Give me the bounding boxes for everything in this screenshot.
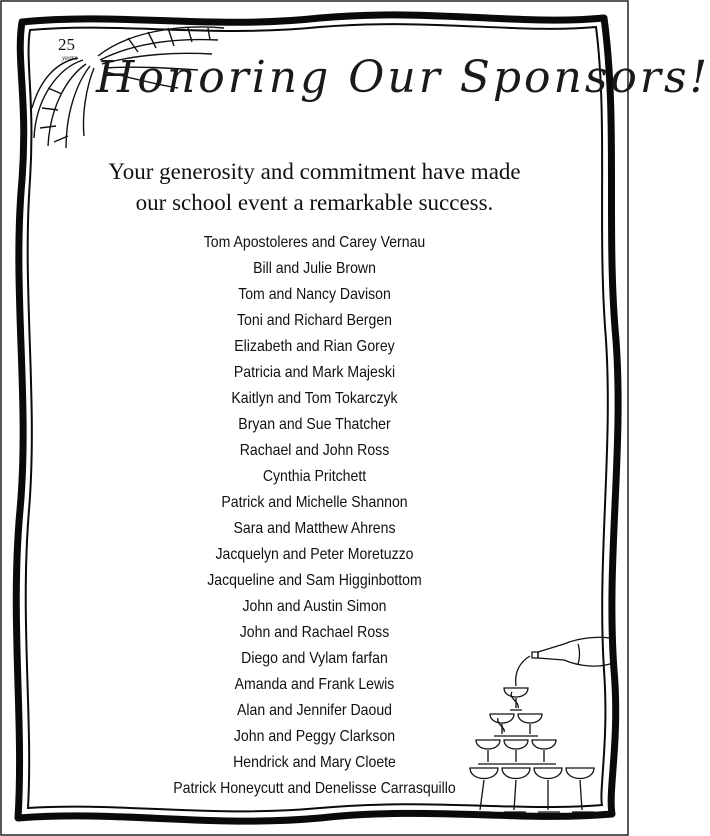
sponsor-name: Toni and Richard Bergen: [237, 312, 392, 329]
sponsor-name: John and Rachael Ross: [239, 624, 390, 641]
sponsor-name: Patrick and Michelle Shannon: [221, 494, 408, 511]
sponsor-name: Alan and Jennifer Daoud: [237, 702, 392, 719]
badge-number: 25: [58, 35, 75, 54]
sponsor-name: Bill and Julie Brown: [253, 260, 376, 277]
sponsor-name: Tom Apostoleres and Carey Vernau: [203, 234, 426, 251]
subtitle-line-2: our school event a remarkable success.: [135, 190, 494, 215]
badge-word: years: [62, 54, 78, 62]
sponsor-name: Tom and Nancy Davison: [238, 286, 391, 303]
subtitle: [60, 156, 569, 218]
sponsor-name: John and Austin Simon: [242, 598, 387, 615]
sponsor-name: Bryan and Sue Thatcher: [238, 416, 391, 433]
sponsor-name: Jacquelyn and Peter Moretuzzo: [215, 546, 414, 563]
sponsor-name: Elizabeth and Rian Gorey: [234, 338, 395, 355]
subtitle-line-1: Your generosity and commitment have made: [108, 159, 521, 184]
champagne-tower-icon: [468, 632, 616, 822]
sponsor-name: Sara and Matthew Ahrens: [233, 520, 396, 537]
sponsor-name: Diego and Vylam farfan: [241, 650, 388, 667]
sponsor-name: Patricia and Mark Majeski: [233, 364, 396, 381]
sponsor-name: John and Peggy Clarkson: [233, 728, 396, 745]
sponsor-name: Jacqueline and Sam Higginbottom: [207, 572, 422, 589]
sponsor-name: Patrick Honeycutt and Denelisse Carrasquillo: [173, 780, 456, 797]
sponsor-name: Rachael and John Ross: [239, 442, 390, 459]
page-title: Honoring Our Sponsors!: [96, 52, 710, 103]
sponsor-name: Cynthia Pritchett: [262, 468, 367, 485]
sponsor-name: Amanda and Frank Lewis: [234, 676, 395, 693]
sponsor-name: Kaitlyn and Tom Tokarczyk: [231, 390, 398, 407]
sponsor-name: Hendrick and Mary Cloete: [233, 754, 396, 771]
